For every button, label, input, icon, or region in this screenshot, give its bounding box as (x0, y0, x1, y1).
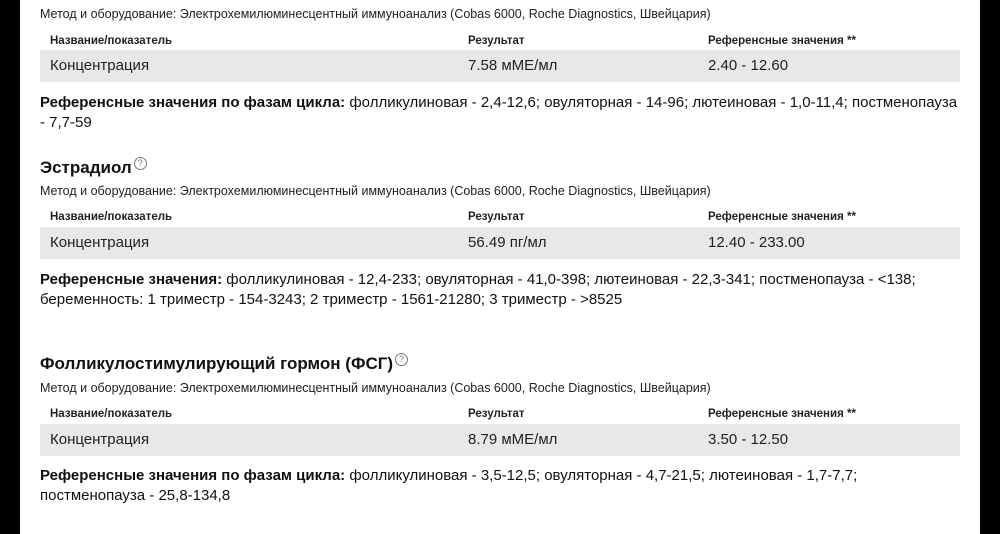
header-reference: Референсные значения ** (708, 211, 856, 223)
reference-text: фолликулиновая - 3,5-12,5; овуляторная - 4,7-21,5; лютеиновая - 1,7-7,7; постменопауза - 25,8-134,8 (40, 467, 858, 504)
help-circle-icon[interactable]: ? (134, 157, 147, 170)
reference-text: фолликулиновая - 2,4-12,6; овуляторная - 14-96; лютеиновая - 1,0-11,4; постменопауза - 7,7-59 (40, 94, 958, 131)
method-text: Метод и оборудование: Электрохемилюминесцентный иммуноанализ (Cobas 6000, Roche Diagnostics, Швейцария) (40, 184, 711, 198)
header-reference: Референсные значения ** (708, 35, 856, 47)
reference-text: фолликулиновая - 12,4-233; овуляторная - 41,0-398; лютеиновая - 22,3-341; постменопауза - <138; беременность: 1 триместр - 154-3243; 2 триместр - 1561-21280; 3 триместр - >8525 (40, 271, 916, 308)
table-header (50, 408, 960, 424)
table-row (40, 50, 960, 82)
reference-label: Референсные значения по фазам цикла: (40, 94, 346, 111)
section-title-fsh (40, 354, 408, 374)
header-name: Название/показатель (50, 35, 173, 47)
row-name: Концентрация (50, 57, 150, 74)
report-page (20, 0, 980, 534)
row-result: 8.79 мМЕ/мл (468, 431, 558, 448)
method-text: Метод и оборудование: Электрохемилюминесцентный иммуноанализ (Cobas 6000, Roche Diagnostics, Швейцария) (40, 381, 711, 395)
reference-label: Референсные значения: (40, 271, 223, 288)
reference-note (40, 93, 960, 133)
row-result: 56.49 пг/мл (468, 234, 547, 251)
table-header (50, 35, 960, 51)
header-result: Результат (468, 408, 525, 420)
section-title-text: Фолликулостимулирующий гормон (ФСГ) (40, 354, 394, 373)
help-circle-icon[interactable]: ? (395, 353, 408, 366)
section-title-estradiol (40, 158, 147, 178)
method-text: Метод и оборудование: Электрохемилюминесцентный иммуноанализ (Cobas 6000, Roche Diagnostics, Швейцария) (40, 7, 711, 21)
row-name: Концентрация (50, 431, 150, 448)
row-reference: 12.40 - 233.00 (708, 234, 805, 251)
header-result: Результат (468, 35, 525, 47)
table-row (40, 227, 960, 259)
row-result: 7.58 мМЕ/мл (468, 57, 558, 74)
header-name: Название/показатель (50, 211, 173, 223)
header-name: Название/показатель (50, 408, 173, 420)
section-title-text: Эстрадиол (40, 158, 132, 177)
header-reference: Референсные значения ** (708, 408, 856, 420)
header-result: Результат (468, 211, 525, 223)
reference-note (40, 270, 960, 310)
row-reference: 3.50 - 12.50 (708, 431, 789, 448)
row-name: Концентрация (50, 234, 150, 251)
row-reference: 2.40 - 12.60 (708, 57, 789, 74)
table-row (40, 424, 960, 456)
reference-note (40, 466, 960, 506)
table-header (50, 211, 960, 227)
reference-label: Референсные значения по фазам цикла: (40, 467, 346, 484)
